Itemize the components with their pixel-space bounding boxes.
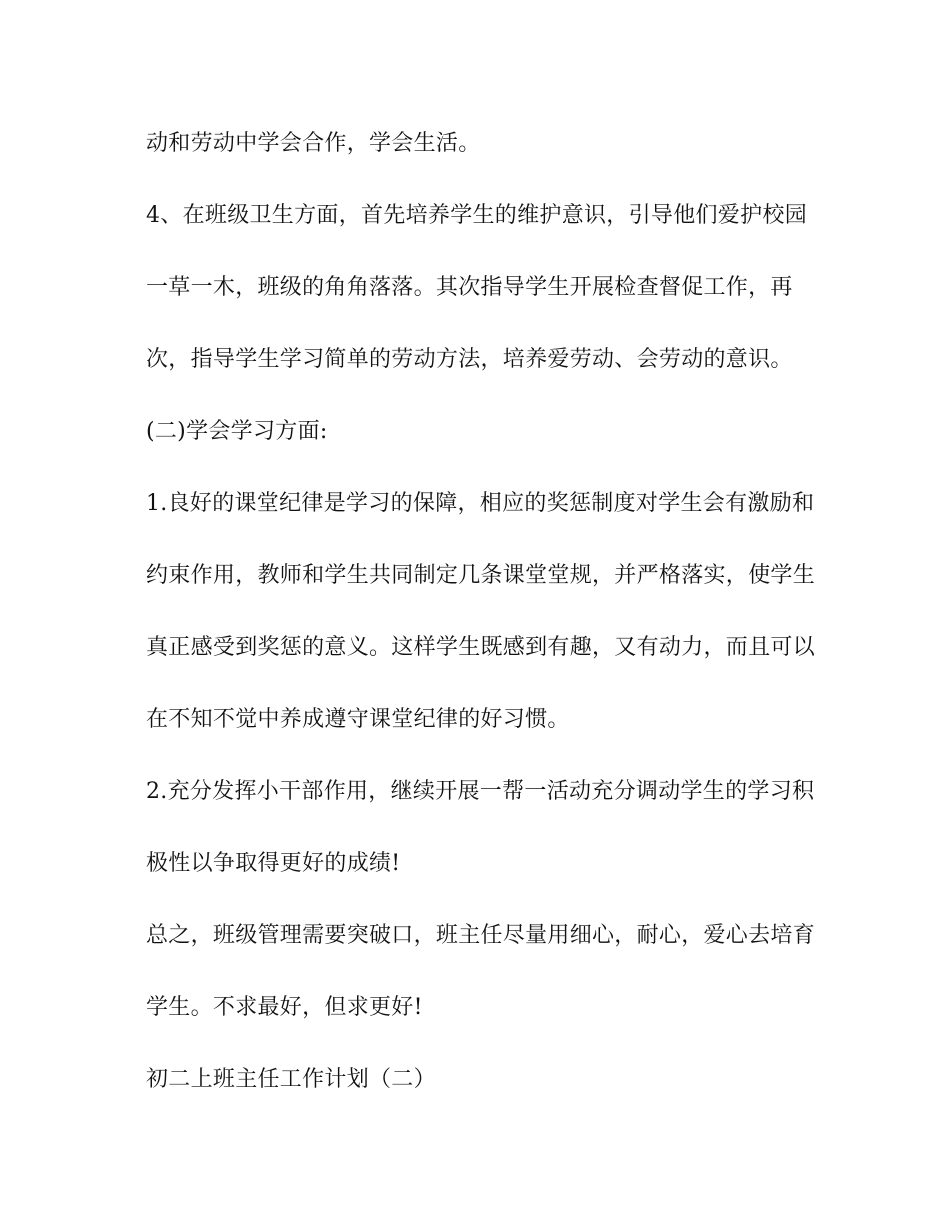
text-line: 极性以争取得更好的成绩! [146,851,401,876]
text-line: 2.充分发挥小干部作用，继续开展一帮一活动充分调动学生的学习积 [146,779,815,804]
text-line: 总之，班级管理需要突破口，班主任尽量用细心，耐心，爱心去培育 [146,923,816,948]
section-heading: (二)学会学习方面: [146,419,328,444]
document-title: 初二上班主任工作计划（二） [146,1067,436,1092]
text-line: 学生。不求最好，但求更好! [146,995,423,1020]
text-line: 真正感受到奖惩的意义。这样学生既感到有趣，又有动力，而且可以 [146,635,816,660]
text-line: 一草一木，班级的角角落落。其次指导学生开展检查督促工作，再 [146,275,793,300]
text-line: 在不知不觉中养成遵守课堂纪律的好习惯。 [146,707,570,732]
text-line: 1.良好的课堂纪律是学习的保障，相应的奖惩制度对学生会有激励和 [146,491,815,516]
text-line: 次，指导学生学习简单的劳动方法，培养爱劳动、会劳动的意识。 [146,347,793,372]
text-line: 约束作用，教师和学生共同制定几条课堂堂规，并严格落实，使学生 [146,563,816,588]
text-line: 动和劳动中学会合作，学会生活。 [146,131,481,156]
document-body [146,108,816,1116]
text-line: 4、在班级卫生方面，首先培养学生的维护意识，引导他们爱护校园 [146,203,807,228]
